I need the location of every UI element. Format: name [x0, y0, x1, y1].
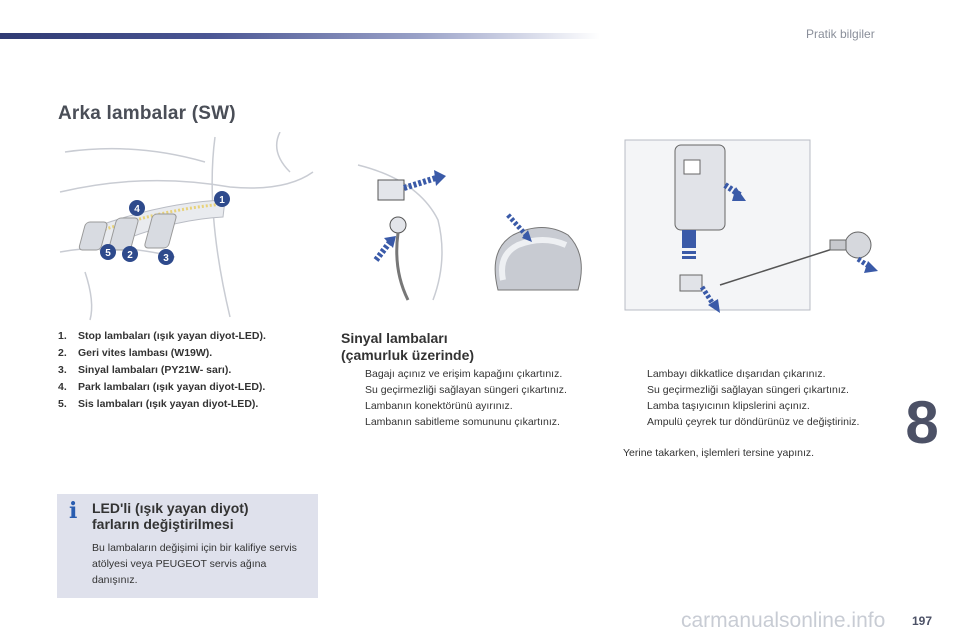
callout-2: [122, 246, 138, 262]
list-item: Su geçirmezliği sağlayan süngeri çıkartınız.: [365, 384, 567, 396]
watermark: carmanualsonline.info: [681, 609, 886, 632]
info-title: LED'li (ışık yayan diyot) farların değiştirilmesi: [92, 500, 249, 532]
callout-4: [129, 200, 145, 216]
list-item: 3. Sinyal lambaları (PY21W- sarı).: [58, 364, 232, 376]
signal-steps-right: [623, 366, 893, 430]
lamp-legend-list: [58, 328, 266, 413]
info-box: [57, 494, 318, 598]
page-title: Arka lambalar (SW): [58, 103, 236, 124]
signal-lamp-illustration: [338, 160, 598, 310]
info-text: Bu lambaların değişimi için bir kalifiye servis atölyesi veya PEUGEOT servis ağına danışınız.: [92, 542, 297, 586]
list-item: 5. Sis lambaları (ışık yayan diyot-LED).: [58, 398, 259, 410]
list-item: Lambanın konektörünü ayırınız.: [365, 400, 513, 412]
signal-section-title: Sinyal lambaları (çamurluk üzerinde): [341, 330, 475, 363]
info-icon: i: [69, 498, 78, 524]
svg-text:2: 2: [127, 250, 133, 261]
callout-5: [100, 244, 116, 260]
list-item: 1. Stop lambaları (ışık yayan diyot-LED).: [58, 330, 266, 342]
rear-lamp-illustration: [55, 132, 320, 322]
callout-1: [214, 191, 230, 207]
header-gradient-bar: [0, 33, 600, 39]
svg-text:1: 1: [219, 195, 225, 206]
svg-text:4: 4: [134, 204, 140, 215]
list-item: Bagajı açınız ve erişim kapağını çıkartınız.: [365, 368, 563, 380]
bulb-replacement-illustration: [620, 135, 890, 320]
list-item: Lambayı dikkatlice dışarıdan çıkarınız.: [647, 368, 826, 380]
svg-text:3: 3: [163, 253, 169, 264]
svg-text:5: 5: [105, 248, 111, 259]
list-item: Su geçirmezliği sağlayan süngeri çıkartınız.: [647, 384, 849, 396]
list-item: 2. Geri vites lambası (W19W).: [58, 347, 213, 359]
chapter-number: 8: [905, 389, 939, 456]
page-number: 197: [912, 614, 933, 628]
list-item: 4. Park lambaları (ışık yayan diyot-LED).: [58, 381, 266, 393]
list-item: Ampulü çeyrek tur döndürünüz ve değiştiriniz.: [647, 416, 860, 428]
list-item: Lamba taşıyıcının klipslerini açınız.: [647, 400, 810, 412]
section-header: Pratik bilgiler: [806, 27, 875, 41]
signal-steps-left: [341, 366, 611, 430]
closing-note: Yerine takarken, işlemleri tersine yapınız.: [623, 447, 815, 459]
callout-3: [158, 249, 174, 265]
list-item: Lambanın sabitleme somununu çıkartınız.: [365, 416, 560, 428]
